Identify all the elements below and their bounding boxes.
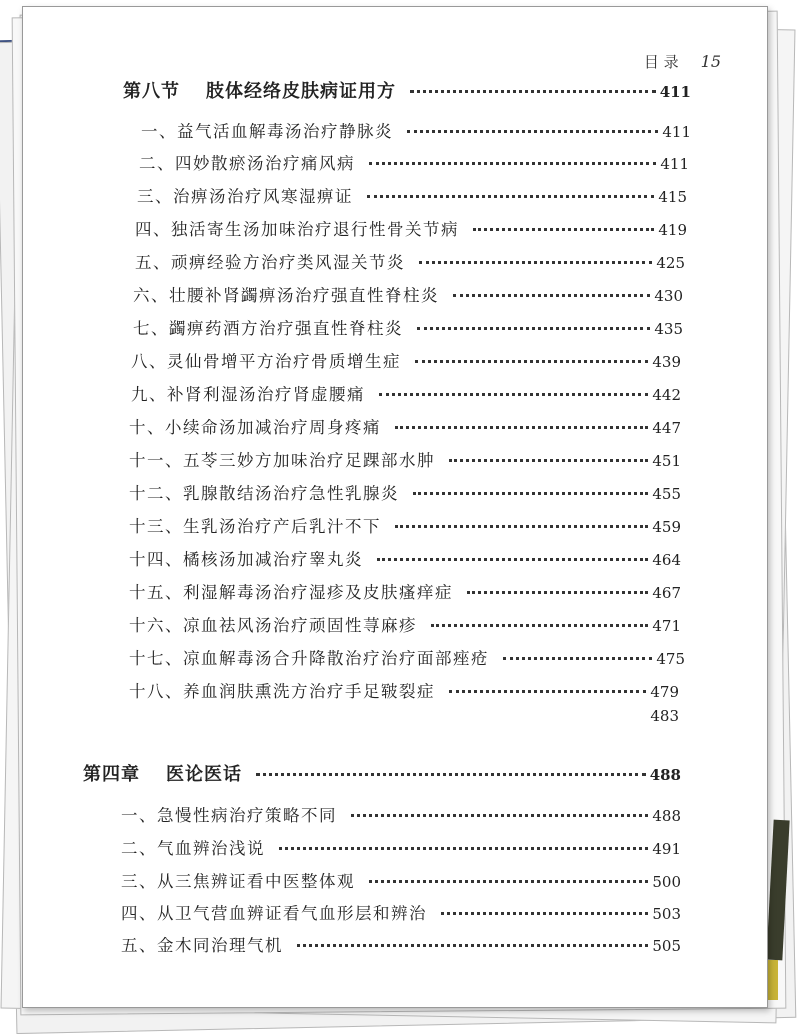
leader-dots bbox=[415, 360, 648, 363]
section-heading[interactable] bbox=[123, 77, 691, 103]
toc-entry-page: 500 bbox=[652, 873, 681, 891]
toc-entry-label: 六、壮腰补肾蠲痹汤治疗强直性脊柱炎 bbox=[133, 286, 439, 305]
toc-entry-page: 442 bbox=[652, 386, 681, 404]
leader-dots bbox=[431, 624, 648, 627]
leader-dots bbox=[467, 591, 648, 594]
chapter-number: 第四章 bbox=[83, 764, 140, 785]
toc-entry[interactable] bbox=[129, 645, 685, 669]
toc-entry-page: 505 bbox=[652, 937, 681, 955]
leader-dots bbox=[413, 492, 648, 495]
leader-dots bbox=[395, 525, 648, 528]
toc-entry[interactable] bbox=[121, 900, 681, 924]
toc-entry-page: 467 bbox=[652, 584, 681, 602]
leader-dots bbox=[377, 558, 648, 561]
toc-entry-page: 451 bbox=[652, 452, 681, 470]
leader-dots bbox=[297, 944, 648, 947]
leader-dots bbox=[351, 814, 648, 817]
toc-entry[interactable] bbox=[133, 282, 683, 306]
toc-entry[interactable] bbox=[129, 546, 681, 570]
leader-dots bbox=[279, 847, 648, 850]
section-title: 肢体经络皮肤病证用方 bbox=[206, 81, 396, 102]
leader-dots bbox=[379, 393, 648, 396]
leader-dots bbox=[449, 459, 648, 462]
toc-entry-label: 十六、凉血祛风汤治疗顽固性荨麻疹 bbox=[129, 616, 417, 635]
leader-dots bbox=[441, 912, 648, 915]
leader-dots bbox=[419, 261, 652, 264]
toc-trailing-page bbox=[629, 707, 679, 725]
leader-dots bbox=[369, 880, 648, 883]
toc-entry-page: 483 bbox=[650, 707, 679, 725]
toc-entry-label: 十七、凉血解毒汤合升降散治疗治疗面部痤疮 bbox=[129, 649, 489, 668]
leader-dots bbox=[410, 90, 656, 93]
toc-entry[interactable] bbox=[133, 315, 683, 339]
header-label: 目 录 bbox=[643, 53, 679, 71]
toc-entry-label: 十三、生乳汤治疗产后乳汁不下 bbox=[129, 517, 381, 536]
toc-entry[interactable] bbox=[135, 249, 685, 273]
toc-entry-page: 491 bbox=[652, 840, 681, 858]
leader-dots bbox=[503, 657, 652, 660]
toc-entry[interactable] bbox=[137, 183, 687, 207]
toc-entry-label: 五、顽痹经验方治疗类风湿关节炎 bbox=[135, 253, 405, 272]
leader-dots bbox=[407, 130, 658, 133]
toc-entry-label: 十一、五苓三妙方加味治疗足踝部水肿 bbox=[129, 451, 435, 470]
leader-dots bbox=[417, 327, 650, 330]
leader-dots bbox=[473, 228, 654, 231]
header-page-number: 15 bbox=[700, 52, 721, 71]
toc-entry-label: 五、金木同治理气机 bbox=[121, 936, 283, 955]
chapter-title: 医论医话 bbox=[166, 764, 242, 785]
toc-entry-page: 464 bbox=[652, 551, 681, 569]
leader-dots bbox=[449, 690, 646, 693]
toc-entry-label: 十、小续命汤加减治疗周身疼痛 bbox=[129, 418, 381, 437]
section-number: 第八节 bbox=[123, 81, 180, 102]
toc-entry-page: 435 bbox=[654, 320, 683, 338]
leader-dots bbox=[369, 162, 656, 165]
leader-dots bbox=[256, 773, 646, 776]
toc-entry-page: 411 bbox=[662, 123, 691, 141]
toc-entry[interactable] bbox=[121, 835, 681, 859]
toc-entry[interactable] bbox=[129, 447, 681, 471]
toc-entry-label: 十二、乳腺散结汤治疗急性乳腺炎 bbox=[129, 484, 399, 503]
toc-entry-label: 一、急慢性病治疗策略不同 bbox=[121, 806, 337, 825]
toc-entry-label: 三、从三焦辨证看中医整体观 bbox=[121, 872, 355, 891]
toc-entry-page: 471 bbox=[652, 617, 681, 635]
toc-entry-page: 455 bbox=[652, 485, 681, 503]
toc-entry-page: 479 bbox=[650, 683, 679, 701]
toc-entry-label: 十四、橘核汤加减治疗睾丸炎 bbox=[129, 550, 363, 569]
toc-entry[interactable] bbox=[121, 802, 681, 826]
running-header bbox=[644, 51, 721, 72]
toc-entry-page: 503 bbox=[652, 905, 681, 923]
toc-entry[interactable] bbox=[129, 612, 681, 636]
toc-entry-page: 475 bbox=[656, 650, 685, 668]
toc-entry-label: 四、从卫气营血辨证看气血形层和辨治 bbox=[121, 904, 427, 923]
chapter-heading[interactable] bbox=[83, 760, 681, 786]
leader-dots bbox=[395, 426, 648, 429]
toc-entry-label: 三、治痹汤治疗风寒湿痹证 bbox=[137, 187, 353, 206]
toc-entry[interactable] bbox=[129, 513, 681, 537]
toc-entry-page: 459 bbox=[652, 518, 681, 536]
leader-dots bbox=[453, 294, 650, 297]
toc-entry[interactable] bbox=[135, 216, 687, 240]
toc-entry-label: 九、补肾利湿汤治疗肾虚腰痛 bbox=[131, 385, 365, 404]
toc-entry-label: 十五、利湿解毒汤治疗湿疹及皮肤瘙痒症 bbox=[129, 583, 453, 602]
toc-entry-label: 八、灵仙骨增平方治疗骨质增生症 bbox=[131, 352, 401, 371]
toc-entry[interactable] bbox=[131, 381, 681, 405]
toc-entry-page: 439 bbox=[652, 353, 681, 371]
toc-entry[interactable] bbox=[129, 678, 679, 702]
toc-entry[interactable] bbox=[139, 150, 689, 174]
toc-entry-label: 七、蠲痹药酒方治疗强直性脊柱炎 bbox=[133, 319, 403, 338]
toc-entry-label: 一、益气活血解毒汤治疗静脉炎 bbox=[141, 122, 393, 141]
toc-entry-page: 419 bbox=[658, 221, 687, 239]
toc-entry-page: 411 bbox=[660, 155, 689, 173]
chapter-page: 488 bbox=[649, 766, 681, 784]
toc-entry[interactable] bbox=[129, 579, 681, 603]
toc-entry[interactable] bbox=[129, 414, 681, 438]
toc-entry[interactable] bbox=[121, 932, 681, 956]
toc-entry-label: 二、四妙散瘀汤治疗痛风病 bbox=[139, 154, 355, 173]
toc-entry-page: 488 bbox=[652, 807, 681, 825]
toc-entry-page: 415 bbox=[658, 188, 687, 206]
toc-entry-label: 二、气血辨治浅说 bbox=[121, 839, 265, 858]
toc-page bbox=[22, 6, 768, 1008]
toc-entry-label: 四、独活寄生汤加味治疗退行性骨关节病 bbox=[135, 220, 459, 239]
toc-entry-page: 447 bbox=[652, 419, 681, 437]
leader-dots bbox=[367, 195, 654, 198]
toc-entry[interactable] bbox=[141, 118, 691, 142]
toc-entry-label: 十八、养血润肤熏洗方治疗手足皲裂症 bbox=[129, 682, 435, 701]
toc-entry[interactable] bbox=[121, 868, 681, 892]
toc-entry[interactable] bbox=[131, 348, 681, 372]
toc-entry-page: 425 bbox=[656, 254, 685, 272]
toc-entry[interactable] bbox=[129, 480, 681, 504]
toc-entry-page: 430 bbox=[654, 287, 683, 305]
section-page: 411 bbox=[659, 83, 691, 101]
